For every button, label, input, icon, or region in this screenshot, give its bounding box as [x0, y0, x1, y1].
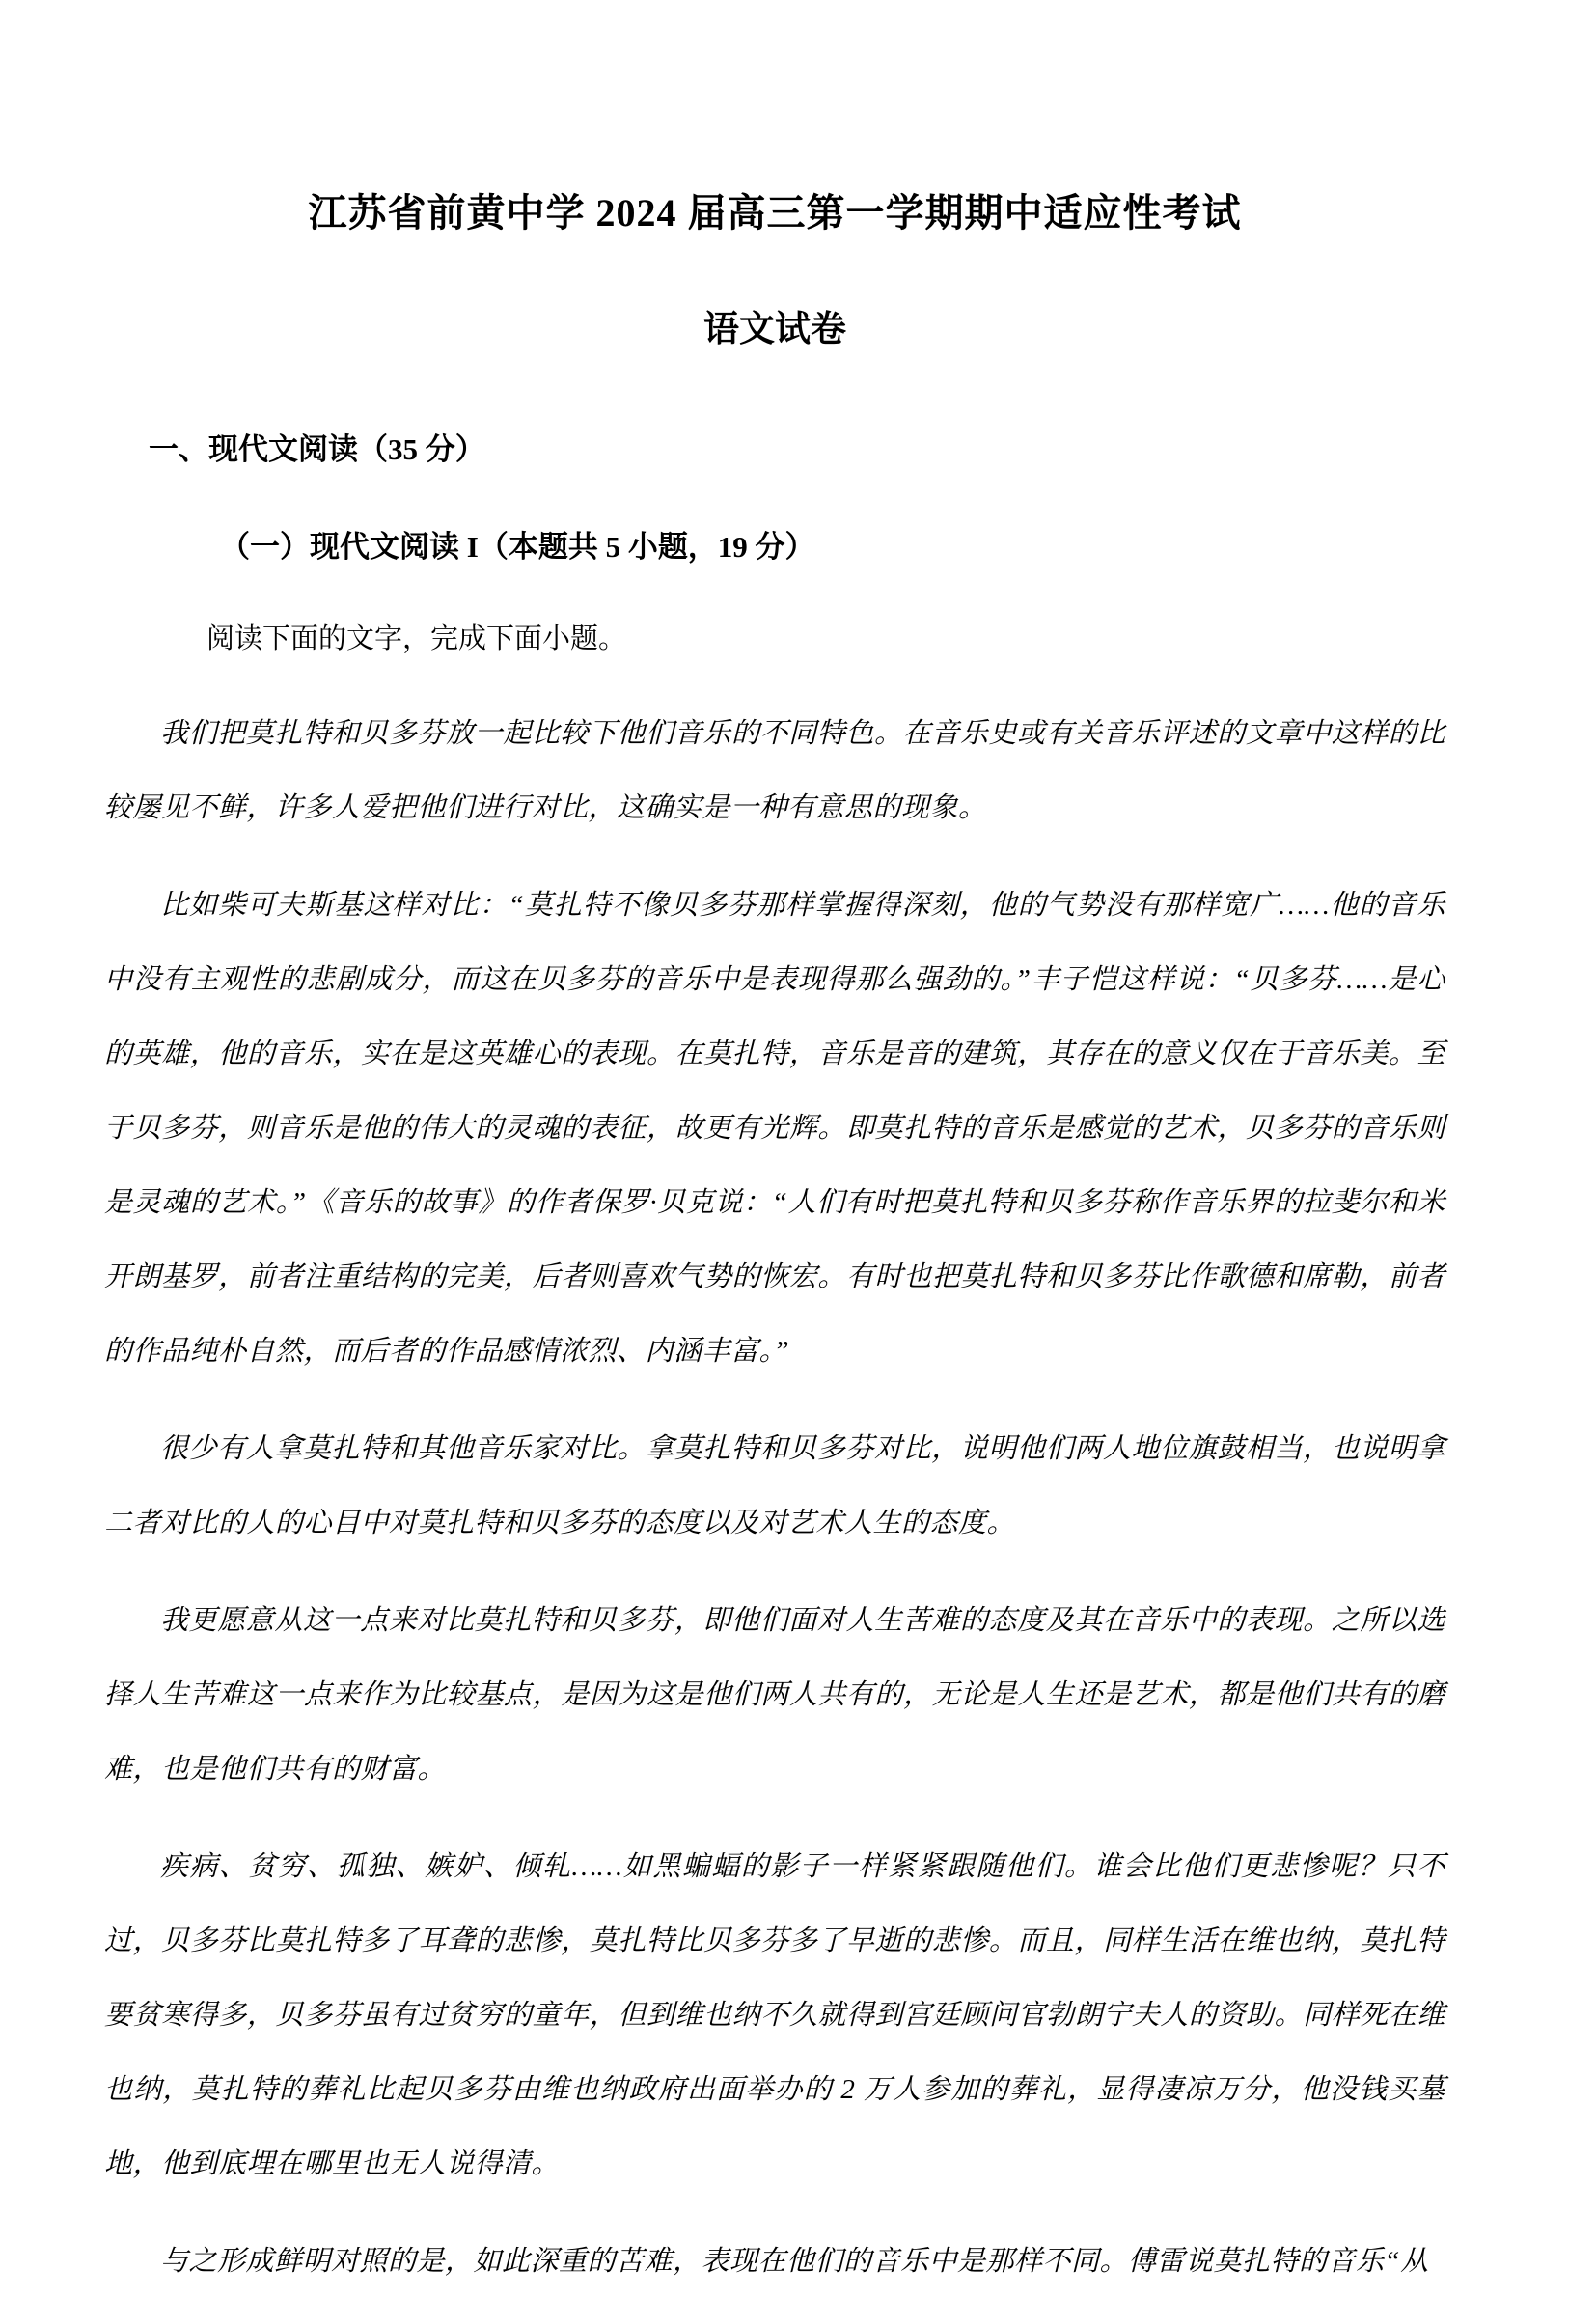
passage-paragraph-4: 我更愿意从这一点来对比莫扎特和贝多芬，即他们面对人生苦难的态度及其在音乐中的表现。之所以选择人生苦难这一点来作为比较基点，是因为这是他们两人共有的，无论是人生还是艺术，都是他们共有的磨难，也是他们共有的财富。: [104, 1604, 1445, 1785]
exam-subtitle: 语文试卷: [703, 310, 846, 349]
passage-paragraph-3: 很少有人拿莫扎特和其他音乐家对比。拿莫扎特和贝多芬对比，说明他们两人地位旗鼓相当，也说明拿二者对比的人的心目中对莫扎特和贝多芬的态度以及对艺术人生的态度。: [104, 1432, 1445, 1538]
reading-instruction: 阅读下面的文字，完成下面小题。: [206, 623, 627, 654]
reading-passage: [104, 697, 1445, 2299]
exam-title: 江苏省前黄中学 2024 届高三第一学期期中适应性考试: [308, 191, 1242, 235]
subsection-heading-reading-one: （一）现代文阅读 I（本题共 5 小题，19 分）: [220, 529, 815, 564]
passage-paragraph-5: 疾病、贫穷、孤独、嫉妒、倾轧……如黑蝙蝠的影子一样紧紧跟随他们。谁会比他们更悲惨呢？只不过，贝多芬比莫扎特多了耳聋的悲惨，莫扎特比贝多芬多了早逝的悲惨。而且，同样生活在维也纳，莫扎特要贫寒得多，贝多芬虽有过贫穷的童年，但到维也纳不久就得到宫廷顾问官勃朗宁夫人的资助。同样死在维也纳，莫扎特的葬礼比起贝多芬由维也纳政府出面举办的 2 万人参加的葬礼，显得凄凉万分，他没钱买墓地，他到底埋在哪里也无人说得清。: [104, 1850, 1445, 2179]
passage-paragraph-6: 与之形成鲜明对照的是，如此深重的苦难，表现在他们的音乐中是那样不同。傅雷说莫扎特的音乐“从: [160, 2245, 1429, 2277]
passage-paragraph-1: 我们把莫扎特和贝多芬放一起比较下他们音乐的不同特色。在音乐史或有关音乐评述的文章中这样的比较屡见不鲜，许多人爱把他们进行对比，这确实是一种有意思的现象。: [104, 717, 1445, 823]
section-heading-modern-reading: 一、现代文阅读（35 分）: [149, 432, 485, 467]
passage-paragraph-2: 比如柴可夫斯基这样对比：“莫扎特不像贝多芬那样掌握得深刻，他的气势没有那样宽广……他的音乐中没有主观性的悲剧成分，而这在贝多芬的音乐中是表现得那么强劲的。”丰子恺这样说：“贝多芬……是心的英雄，他的音乐，实在是这英雄心的表现。在莫扎特，音乐是音的建筑，其存在的意义仅在于音乐美。至于贝多芬，则音乐是他的伟大的灵魂的表征，故更有光辉。即莫扎特的音乐是感觉的艺术，贝多芬的音乐则是灵魂的艺术。”《音乐的故事》的作者保罗·贝克说：“人们有时把莫扎特和贝多芬称作音乐界的拉斐尔和米开朗基罗，前者注重结构的完美，后者则喜欢气势的恢宏。有时也把莫扎特和贝多芬比作歌德和席勒，前者的作品纯朴自然，而后者的作品感情浓烈、内涵丰富。”: [104, 889, 1445, 1367]
